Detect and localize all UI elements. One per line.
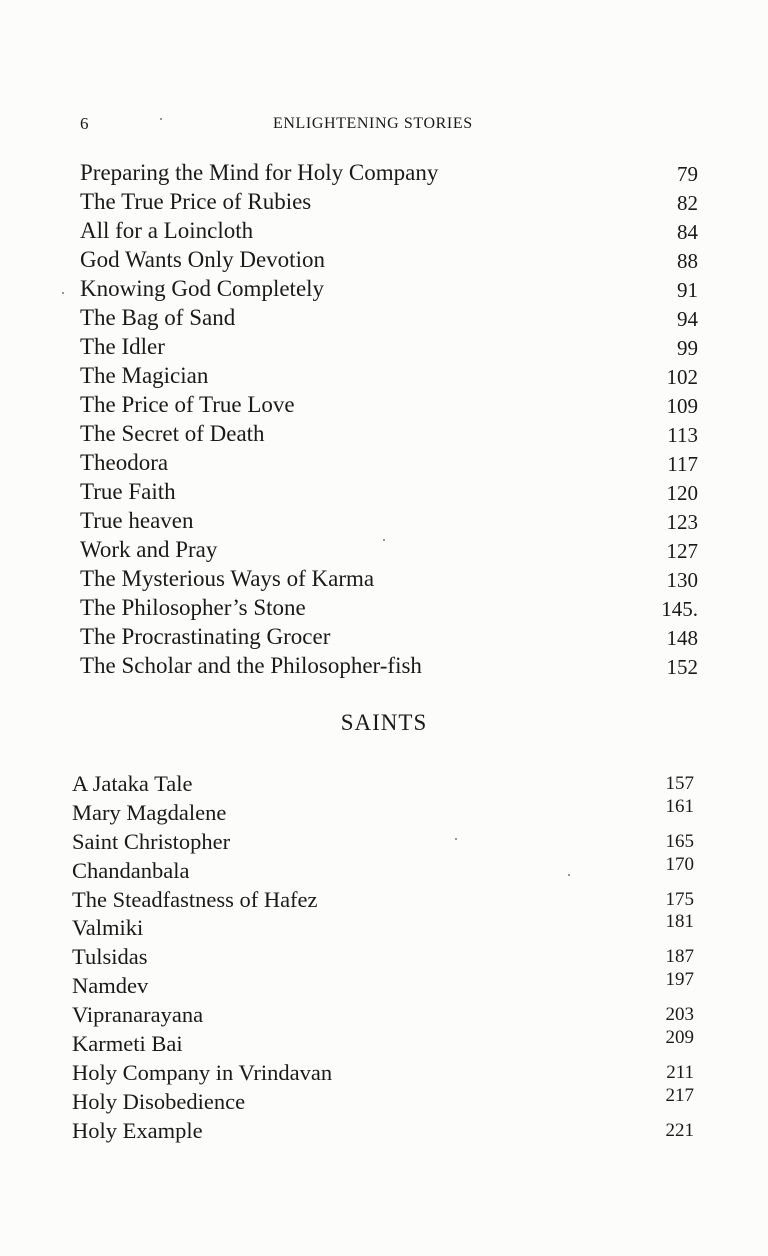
entry-title: All for a Loincloth xyxy=(80,218,254,243)
entry-page-number: 161 xyxy=(665,795,694,817)
page-header xyxy=(80,114,698,138)
toc-entry xyxy=(80,419,698,448)
entry-title: The Mysterious Ways of Karma xyxy=(80,566,375,591)
entry-page-number: 209 xyxy=(665,1027,694,1049)
entry-page-number: 175 xyxy=(665,888,694,910)
toc-entry xyxy=(72,911,694,943)
entry-page-number: 165 xyxy=(665,830,694,852)
entry-page-number: 127 xyxy=(666,539,698,563)
toc-entry xyxy=(80,622,698,651)
entry-page-number: 91 xyxy=(677,278,698,302)
entry-title: A Jataka Tale xyxy=(72,771,193,796)
entry-page-number: 217 xyxy=(665,1084,694,1106)
contents-list-stories xyxy=(80,158,698,680)
entry-title: Chandanbala xyxy=(72,857,190,883)
toc-entry xyxy=(80,506,698,535)
toc-entry xyxy=(80,332,698,361)
toc-entry xyxy=(80,390,698,419)
entry-page-number: 84 xyxy=(677,220,698,244)
entry-page-number: 148 xyxy=(666,626,698,650)
entry-page-number: 94 xyxy=(677,307,698,331)
toc-entry xyxy=(80,303,698,332)
toc-entry xyxy=(72,795,694,828)
entry-page-number: 117 xyxy=(667,452,698,476)
toc-entry xyxy=(80,216,698,245)
toc-entry xyxy=(72,1084,694,1117)
entry-page-number: 82 xyxy=(677,191,698,215)
entry-title: The Procrastinating Grocer xyxy=(80,624,331,649)
entry-page-number: 170 xyxy=(665,853,694,875)
toc-entry xyxy=(80,158,698,187)
entry-title: Vipranarayana xyxy=(72,1002,204,1028)
entry-page-number: 99 xyxy=(677,336,698,360)
entry-page-number: 221 xyxy=(665,1119,694,1141)
entry-page-number: 211 xyxy=(666,1061,694,1083)
entry-title: True heaven xyxy=(80,508,194,533)
toc-entry xyxy=(80,535,698,564)
entry-title: True Faith xyxy=(80,479,176,504)
toc-entry xyxy=(72,1117,694,1146)
entry-page-number: 79 xyxy=(677,162,698,186)
toc-entry xyxy=(80,245,698,274)
print-speck xyxy=(160,118,162,120)
entry-title: God Wants Only Devotion xyxy=(80,247,325,272)
toc-entry xyxy=(80,274,698,303)
toc-entry xyxy=(80,564,698,593)
entry-page-number: 102 xyxy=(666,365,698,389)
entry-page-number: 145. xyxy=(661,597,698,621)
entry-title: The True Price of Rubies xyxy=(80,189,312,214)
page-number: 6 xyxy=(80,114,89,133)
entry-title: Holy Company in Vrindavan xyxy=(72,1059,333,1085)
entry-title: Holy Disobedience xyxy=(72,1088,246,1114)
entry-page-number: 203 xyxy=(665,1004,694,1026)
entry-page-number: 152 xyxy=(666,655,698,679)
entry-title: The Price of True Love xyxy=(80,392,295,417)
entry-title: Karmeti Bai xyxy=(72,1031,183,1057)
entry-page-number: 197 xyxy=(665,969,694,991)
entry-page-number: 187 xyxy=(665,946,694,968)
entry-title: The Secret of Death xyxy=(80,421,265,446)
entry-title: Saint Christopher xyxy=(72,828,231,854)
entry-title: Theodora xyxy=(80,450,169,475)
entry-title: Preparing the Mind for Holy Company xyxy=(80,160,439,185)
print-speck xyxy=(383,539,385,541)
toc-entry xyxy=(72,770,694,799)
entry-title: Tulsidas xyxy=(72,944,148,970)
entry-title: The Steadfastness of Hafez xyxy=(72,886,318,912)
toc-entry xyxy=(72,1059,694,1088)
entry-title: The Philosopher’s Stone xyxy=(80,595,306,620)
entry-page-number: 181 xyxy=(665,911,694,933)
entry-page-number: 157 xyxy=(665,773,694,794)
toc-entry xyxy=(80,448,698,477)
print-speck xyxy=(62,292,64,294)
entry-page-number: 113 xyxy=(667,423,698,447)
toc-entry xyxy=(80,593,698,622)
entry-page-number: 120 xyxy=(666,481,698,505)
toc-entry xyxy=(72,969,694,1001)
entry-title: Namdev xyxy=(72,973,149,999)
toc-entry xyxy=(80,477,698,506)
print-speck xyxy=(568,874,570,876)
entry-page-number: 123 xyxy=(666,510,698,534)
toc-entry xyxy=(80,187,698,216)
section-heading-saints: SAINTS xyxy=(340,710,428,735)
toc-entry xyxy=(80,361,698,390)
entry-title: Knowing God Completely xyxy=(80,276,325,301)
entry-title: The Bag of Sand xyxy=(80,305,236,330)
entry-title: Mary Magdalene xyxy=(72,799,227,825)
toc-entry xyxy=(72,1027,694,1059)
entry-title: The Magician xyxy=(80,363,209,388)
entry-title: The Scholar and the Philosopher-fish xyxy=(80,653,422,678)
entry-title: Work and Pray xyxy=(80,537,218,562)
toc-entry xyxy=(72,828,694,857)
contents-list-saints xyxy=(72,770,694,1146)
entry-page-number: 109 xyxy=(666,394,698,418)
toc-entry xyxy=(80,651,698,680)
toc-entry xyxy=(72,853,694,886)
toc-entry xyxy=(72,886,694,915)
print-speck xyxy=(455,838,457,840)
entry-page-number: 130 xyxy=(666,568,698,592)
entry-page-number: 88 xyxy=(677,249,698,273)
running-title: ENLIGHTENING STORIES xyxy=(273,115,473,132)
toc-entry xyxy=(72,1001,694,1030)
entry-title: The Idler xyxy=(80,334,165,359)
entry-title: Valmiki xyxy=(72,915,144,941)
entry-title: Holy Example xyxy=(72,1117,203,1143)
toc-entry xyxy=(72,943,694,972)
